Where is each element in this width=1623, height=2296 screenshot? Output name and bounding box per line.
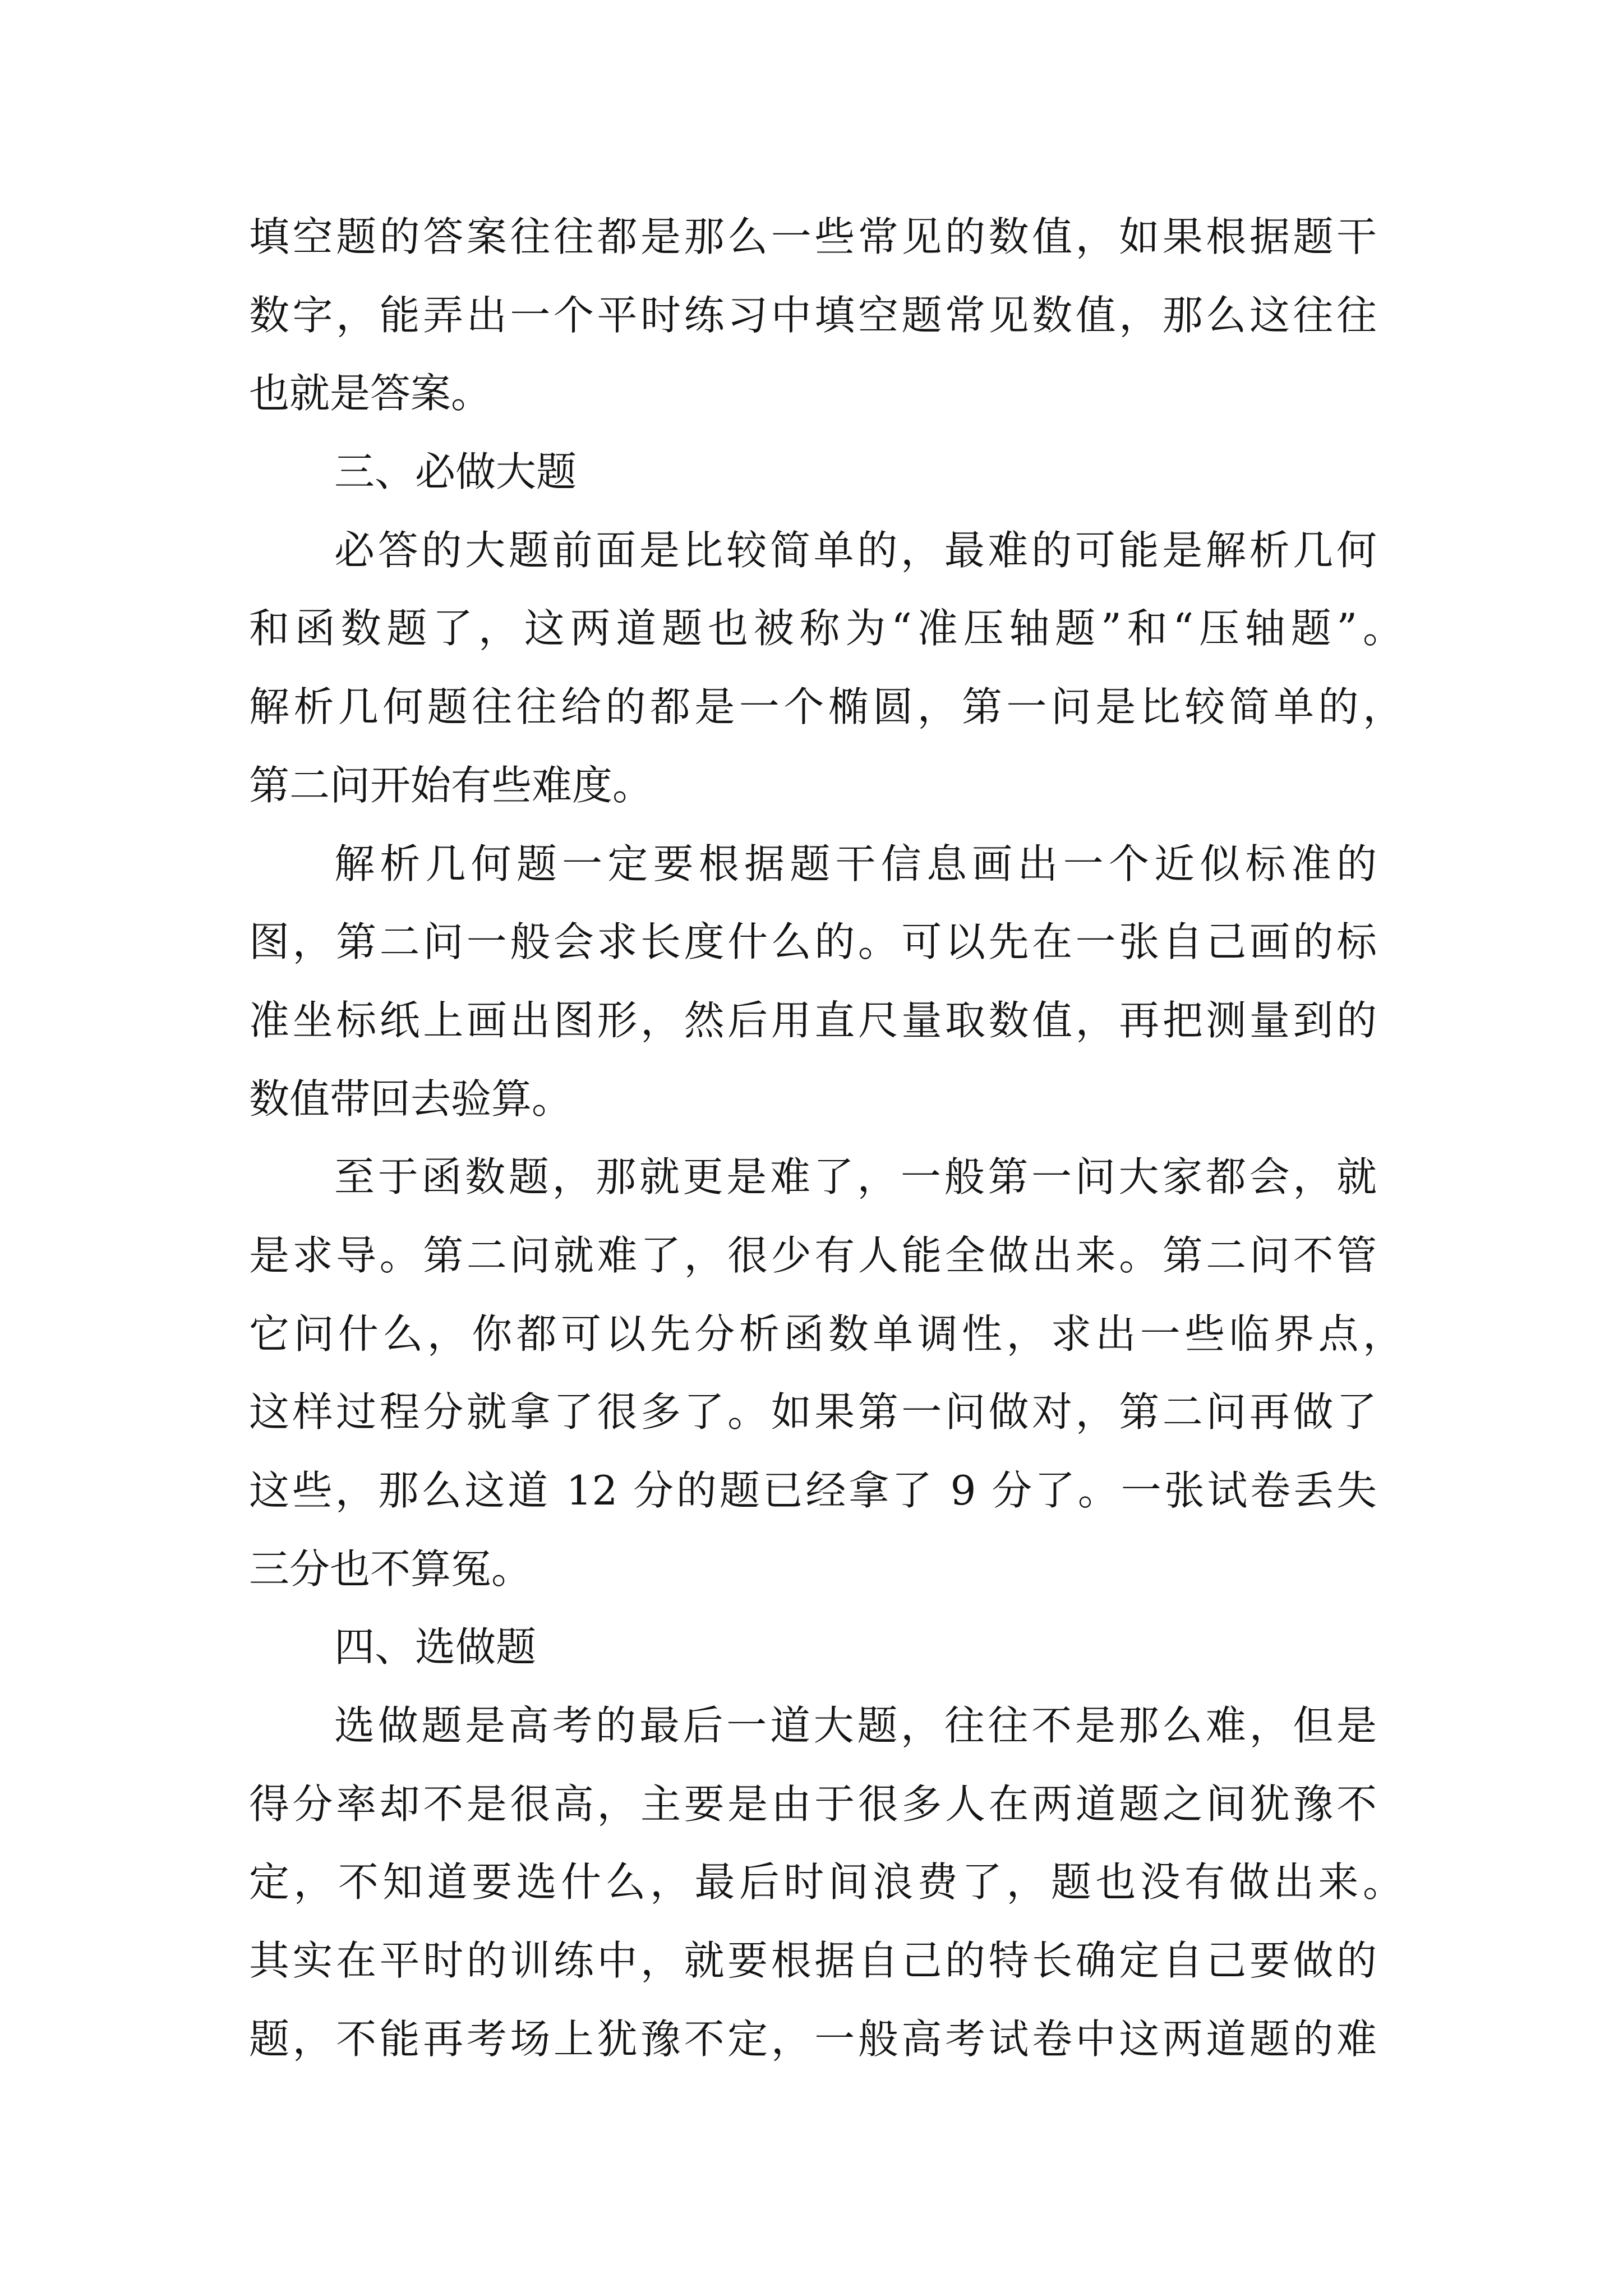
body-text-line: 解析几何题一定要根据题干信息画出一个近似标准的 bbox=[334, 840, 1377, 887]
section-heading: 四、选做题 bbox=[334, 1623, 537, 1671]
body-text-line: 准坐标纸上画出图形，然后用直尺量取数值，再把测量到的 bbox=[249, 996, 1377, 1044]
body-text-line: 第二问开始有些难度。 bbox=[249, 761, 653, 809]
paragraph-continued bbox=[249, 198, 1377, 433]
paragraph bbox=[249, 825, 1377, 1139]
paragraph bbox=[249, 1687, 1403, 2078]
section-heading-required-questions bbox=[249, 433, 1377, 512]
body-text-line: 必答的大题前面是比较简单的，最难的可能是解析几何 bbox=[334, 526, 1377, 574]
body-text-line: 填空题的答案往往都是那么一些常见的数值，如果根据题干 bbox=[249, 213, 1377, 260]
body-text-line: 解析几何题往往给的都是一个椭圆，第一问是比较简单的， bbox=[249, 683, 1403, 731]
body-text-line: 三分也不算冤。 bbox=[249, 1545, 532, 1593]
document-body bbox=[249, 198, 1403, 2079]
body-text-line: 至于函数题，那就更是难了，一般第一问大家都会，就 bbox=[334, 1153, 1377, 1201]
body-text-line: 得分率却不是很高，主要是由于很多人在两道题之间犹豫不 bbox=[249, 1780, 1377, 1828]
body-text-line: 选做题是高考的最后一道大题，往往不是那么难，但是 bbox=[334, 1702, 1377, 1750]
section-heading: 三、必做大题 bbox=[334, 448, 577, 496]
body-text-line: 和函数题了，这两道题也被称为“准压轴题”和“压轴题”。 bbox=[249, 605, 1403, 652]
section-heading-elective-questions bbox=[249, 1608, 1377, 1687]
body-text-line: 数字，能弄出一个平时练习中填空题常见数值，那么这往往 bbox=[249, 291, 1377, 339]
body-text-line: 数值带回去验算。 bbox=[249, 1075, 573, 1122]
paragraph bbox=[249, 1138, 1403, 1608]
body-text-line: 图，第二问一般会求长度什么的。可以先在一张自己画的标 bbox=[249, 918, 1377, 966]
body-text-line: 这样过程分就拿了很多了。如果第一问做对，第二问再做了 bbox=[249, 1388, 1377, 1436]
body-text-line: 定，不知道要选什么，最后时间浪费了，题也没有做出来。 bbox=[249, 1858, 1403, 1906]
body-text-line: 其实在平时的训练中，就要根据自己的特长确定自己要做的 bbox=[249, 1937, 1377, 1985]
body-text-line: 这些，那么这道 12 分的题已经拿了 9 分了。一张试卷丢失 bbox=[249, 1467, 1377, 1514]
body-text-line: 也就是答案。 bbox=[249, 370, 492, 417]
body-text-line: 题，不能再考场上犹豫不定，一般高考试卷中这两道题的难 bbox=[249, 2015, 1377, 2063]
body-text-line: 是求导。第二问就难了，很少有人能全做出来。第二问不管 bbox=[249, 1231, 1377, 1279]
body-text-line: 它问什么，你都可以先分析函数单调性，求出一些临界点， bbox=[249, 1310, 1403, 1358]
paragraph bbox=[249, 512, 1403, 825]
